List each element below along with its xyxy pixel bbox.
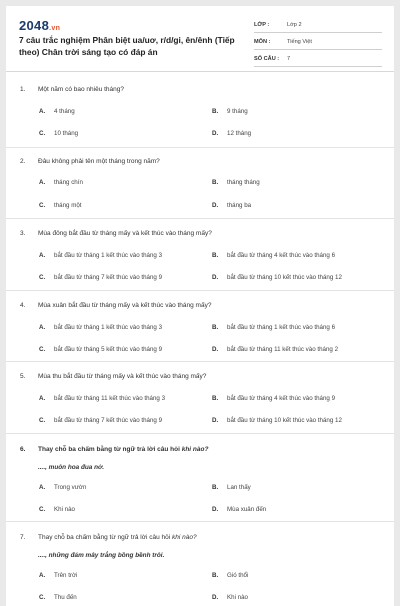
question-4 [6,291,394,362]
option-letter: D. [212,130,219,137]
question-5 [6,362,394,434]
option-c[interactable] [39,130,78,137]
worksheet-page [6,6,394,606]
option-letter: A. [39,179,46,186]
question-3 [6,219,394,291]
option-b[interactable] [212,108,248,115]
meta-value: Tiếng Việt [287,39,312,45]
option-text: Lan thấy [227,484,251,491]
option-text: 9 tháng [227,108,248,115]
option-letter: D. [212,506,219,513]
question-emphasis: khi nào? [172,534,197,541]
logo-main-text: 2048 [19,18,50,33]
option-text: bắt đầu từ tháng 7 kết thúc vào tháng 9 [54,417,163,424]
option-letter: C. [39,130,46,137]
question-1 [6,78,394,148]
meta-row-class [254,19,382,33]
option-letter: B. [212,395,219,402]
option-text: tháng ba [227,202,252,209]
option-c[interactable] [39,202,82,209]
option-letter: A. [39,484,46,491]
question-prompt: Mùa xuân bắt đầu từ tháng mấy và kết thúc vào tháng mấy? [38,302,212,309]
question-number: 6. [20,446,26,453]
option-b[interactable] [212,252,335,259]
option-a[interactable] [39,179,83,186]
question-text [20,158,160,165]
option-a[interactable] [39,395,165,402]
option-d[interactable] [212,506,266,513]
option-text: Thu đến [54,594,77,601]
option-text: 12 tháng [227,130,252,137]
worksheet-title: 7 câu trắc nghiệm Phân biệt ua/uơ, r/d/gi, ên/ênh (Tiếp theo) Chân trời sáng tạo có đáp án [19,35,235,57]
question-text [20,230,212,237]
option-c[interactable] [39,417,162,424]
option-text: tháng tháng [227,179,260,186]
option-a[interactable] [39,252,162,259]
option-text: tháng một [54,202,82,209]
option-d[interactable] [212,130,251,137]
option-letter: B. [212,108,219,115]
question-text [20,446,208,453]
option-letter: C. [39,346,46,353]
option-d[interactable] [212,202,251,209]
question-prompt: Mùa đông bắt đầu từ tháng mấy và kết thúc vào tháng mấy? [38,230,212,237]
option-text: Khi nào [54,506,75,513]
option-d[interactable] [212,417,342,424]
logo-suffix-text: .vn [49,25,61,32]
option-letter: B. [212,572,219,579]
meta-value: Lớp 2 [287,22,302,28]
option-letter: B. [212,252,219,259]
option-text: bắt đầu từ tháng 1 kết thúc vào tháng 6 [227,324,336,331]
option-text: 4 tháng [54,108,75,115]
option-text: bắt đầu từ tháng 1 kết thúc vào tháng 3 [54,324,163,331]
option-letter: D. [212,594,219,601]
question-text [20,86,124,93]
question-stem: ...., muôn hoa đua nở. [38,464,105,471]
worksheet-meta [254,19,382,70]
question-prompt: Thay chỗ ba chấm bằng từ ngữ trả lời câu hỏi [38,534,173,541]
option-letter: D. [212,202,219,209]
option-letter: B. [212,484,219,491]
meta-label: MÔN : [254,39,271,45]
option-c[interactable] [39,506,75,513]
site-logo[interactable] [19,18,60,33]
question-prompt: Mùa thu bắt đầu từ tháng mấy và kết thúc vào tháng mấy? [38,373,207,380]
meta-label: SỐ CÂU : [254,56,280,62]
option-text: Mùa xuân đến [227,506,267,513]
option-text: bắt đầu từ tháng 4 kết thúc vào tháng 6 [227,252,336,259]
question-prompt: Thay chỗ ba chấm bằng từ ngữ trả lời câu hỏi [38,446,182,453]
option-text: bắt đầu từ tháng 10 kết thúc vào tháng 12 [227,274,342,281]
option-letter: D. [212,417,219,424]
question-number: 5. [20,373,26,380]
option-a[interactable] [39,572,77,579]
question-prompt: Một năm có bao nhiêu tháng? [38,86,125,93]
option-text: bắt đầu từ tháng 1 kết thúc vào tháng 3 [54,252,163,259]
option-letter: C. [39,274,46,281]
option-text: Gió thổi [227,572,249,579]
option-d[interactable] [212,346,338,353]
option-text: Trong vườn [54,484,87,491]
option-letter: C. [39,594,46,601]
question-stem: ...., những đám mây trắng bồng bềnh trôi. [38,552,165,559]
question-number: 2. [20,158,26,165]
option-text: tháng chín [54,179,83,186]
option-letter: A. [39,572,46,579]
option-letter: C. [39,506,46,513]
option-text: Trên trời [54,572,78,579]
option-c[interactable] [39,274,162,281]
option-letter: A. [39,252,46,259]
option-letter: D. [212,274,219,281]
question-7 [6,522,394,606]
option-text: Khi nào [227,594,248,601]
question-2 [6,148,394,219]
option-b[interactable] [212,179,260,186]
option-letter: A. [39,108,46,115]
option-a[interactable] [39,484,86,491]
question-number: 7. [20,534,26,541]
option-c[interactable] [39,346,162,353]
option-text: bắt đầu từ tháng 4 kết thúc vào tháng 9 [227,395,336,402]
question-number: 1. [20,86,26,93]
option-a[interactable] [39,108,75,115]
option-text: bắt đầu từ tháng 7 kết thúc vào tháng 9 [54,274,163,281]
option-b[interactable] [212,572,248,579]
option-letter: B. [212,179,219,186]
option-a[interactable] [39,324,162,331]
option-b[interactable] [212,395,335,402]
meta-row-count [254,53,382,67]
question-number: 4. [20,302,26,309]
option-letter: B. [212,324,219,331]
option-text: bắt đầu từ tháng 11 kết thúc vào tháng 3 [54,395,166,402]
option-b[interactable] [212,324,335,331]
question-list [6,78,394,606]
option-d[interactable] [212,274,342,281]
question-text [20,302,211,309]
option-letter: A. [39,324,46,331]
meta-row-subject [254,36,382,50]
option-text: bắt đầu từ tháng 5 kết thúc vào tháng 9 [54,346,163,353]
option-b[interactable] [212,484,251,491]
question-text [20,534,197,541]
option-text: bắt đầu từ tháng 11 kết thúc vào tháng 2 [227,346,339,353]
worksheet-header [6,6,394,72]
question-6 [6,434,394,522]
question-prompt: Đâu không phải tên một tháng trong năm? [38,158,160,165]
question-emphasis: khi nào? [181,446,209,453]
option-text: 10 tháng [54,130,79,137]
option-letter: A. [39,395,46,402]
question-text [20,373,206,380]
meta-value: 7 [287,56,291,62]
option-letter: D. [212,346,219,353]
meta-label: LỚP : [254,22,270,28]
option-text: bắt đầu từ tháng 10 kết thúc vào tháng 12 [227,417,342,424]
question-number: 3. [20,230,26,237]
option-letter: C. [39,202,46,209]
option-letter: C. [39,417,46,424]
